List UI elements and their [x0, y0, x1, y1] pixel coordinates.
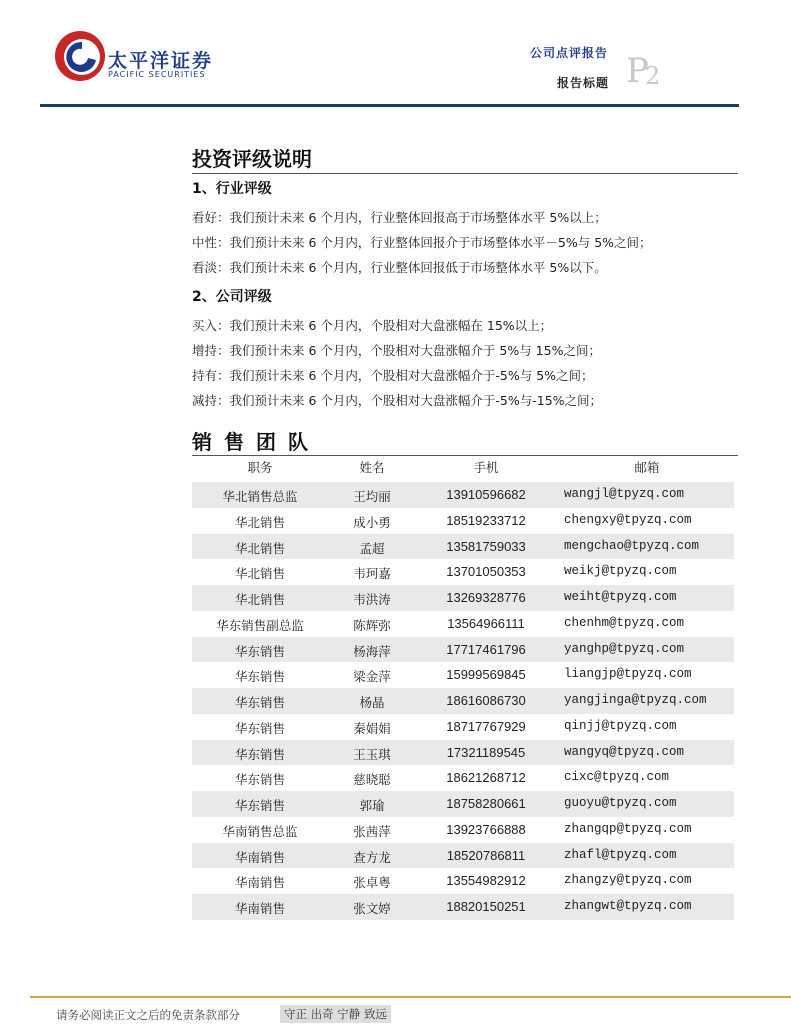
column-header-name: 姓名 — [359, 460, 385, 475]
cell-title: 华南销售 — [234, 901, 285, 916]
table-row — [192, 611, 734, 637]
cell-email: wangyq@tpyzq.com — [564, 744, 685, 759]
cell-name: 秦娟娟 — [353, 720, 391, 736]
footer-motto: 守正 出奇 宁静 致远 — [280, 1005, 391, 1023]
table-row — [192, 791, 734, 817]
cell-email: yangjinga@tpyzq.com — [564, 693, 707, 707]
cell-title: 华南销售总监 — [222, 823, 298, 839]
cell-phone: 18621268712 — [446, 770, 526, 786]
cell-name: 韦珂嘉 — [353, 566, 391, 582]
table-row — [192, 534, 734, 560]
company-rating-line: 买入：我们预计未来 6 个月内，个股相对大盘涨幅在 15%以上； — [192, 318, 553, 333]
cell-name: 韦洪涛 — [353, 592, 391, 607]
footer-disclaimer: 请务必阅读正文之后的免责条款部分 — [56, 1008, 240, 1022]
rating-section-title: 投资评级说明 — [192, 147, 312, 171]
table-row — [192, 637, 734, 663]
table-body — [192, 482, 734, 920]
cell-name: 孟超 — [359, 540, 385, 556]
cell-name: 张卓粤 — [353, 875, 391, 891]
cell-phone: 18820150251 — [446, 899, 526, 914]
cell-title: 华东销售副总监 — [216, 617, 304, 633]
cell-email: wangjl@tpyzq.com — [564, 487, 685, 501]
cell-phone: 18519233712 — [446, 512, 526, 528]
table-row — [192, 559, 734, 585]
cell-phone: 13554982912 — [446, 873, 526, 889]
footer-divider — [30, 996, 791, 998]
cell-phone: 18758280661 — [446, 796, 526, 811]
header-divider — [40, 104, 739, 107]
cell-name: 杨海萍 — [353, 643, 391, 659]
team-divider — [192, 455, 738, 456]
cell-email: guoyu@tpyzq.com — [564, 796, 677, 810]
cell-name: 陈辉弥 — [353, 617, 391, 633]
company-rating-line: 持有：我们预计未来 6 个月内，个股相对大盘涨幅介于-5%与 5%之间； — [192, 368, 594, 383]
cell-phone: 18520786811 — [446, 847, 526, 863]
page-number: 2 — [645, 62, 661, 90]
table-row — [192, 482, 734, 508]
table-row — [192, 894, 734, 920]
cell-title: 华东销售 — [234, 720, 285, 736]
table-row — [192, 868, 734, 894]
cell-name: 郭瑜 — [359, 798, 385, 813]
cell-title: 华东销售 — [234, 772, 285, 788]
cell-phone: 13910596682 — [446, 487, 526, 502]
cell-phone: 13564966111 — [447, 615, 525, 631]
table-row — [192, 765, 734, 791]
cell-title: 华南销售 — [234, 875, 285, 891]
table-row — [192, 585, 734, 611]
cell-email: weikj@tpyzq.com — [564, 564, 677, 579]
table-row — [192, 817, 734, 843]
cell-name: 查方龙 — [353, 849, 391, 865]
cell-phone: 13269328776 — [446, 590, 526, 605]
cell-title: 华南销售 — [234, 849, 285, 865]
cell-email: qinjj@tpyzq.com — [564, 718, 677, 733]
cell-title: 华北销售 — [234, 514, 285, 530]
cell-name: 杨晶 — [359, 695, 385, 710]
company-rating-line: 增持：我们预计未来 6 个月内，个股相对大盘涨幅介于 5%与 15%之间； — [192, 343, 601, 358]
company-rating-heading: 2、公司评级 — [192, 289, 272, 305]
cell-email: chengxy@tpyzq.com — [564, 512, 692, 527]
cell-title: 华北销售 — [234, 540, 285, 556]
cell-email: zhangzy@tpyzq.com — [564, 873, 692, 888]
cell-email: liangjp@tpyzq.com — [564, 667, 692, 682]
page-letter: P — [626, 51, 649, 91]
cell-name: 成小勇 — [353, 514, 391, 530]
industry-rating-line: 看淡：我们预计未来 6 个月内，行业整体回报低于市场整体水平 5%以下。 — [192, 260, 607, 275]
cell-title: 华东销售 — [234, 669, 285, 685]
cell-phone: 13701050353 — [446, 564, 526, 580]
cell-email: yanghp@tpyzq.com — [564, 641, 685, 656]
column-header-phone: 手机 — [473, 460, 499, 475]
table-row — [192, 662, 734, 688]
table-row — [192, 740, 734, 766]
cell-phone: 13581759033 — [446, 538, 526, 554]
sales-team-title: 销售团队 — [192, 430, 320, 454]
table-row — [192, 714, 734, 740]
cell-email: zhafl@tpyzq.com — [564, 847, 677, 862]
cell-email: cixc@tpyzq.com — [564, 770, 670, 785]
cell-title: 华东销售 — [234, 798, 285, 813]
industry-rating-heading: 1、行业评级 — [192, 181, 272, 197]
cell-name: 张文婷 — [353, 901, 391, 916]
table-row — [192, 688, 734, 714]
cell-phone: 18616086730 — [446, 693, 526, 708]
rating-divider — [192, 173, 738, 174]
cell-email: mengchao@tpyzq.com — [564, 538, 700, 553]
cell-email: zhangqp@tpyzq.com — [564, 821, 692, 836]
industry-rating-line: 看好：我们预计未来 6 个月内，行业整体回报高于市场整体水平 5%以上； — [192, 210, 607, 225]
cell-name: 张茜萍 — [353, 823, 391, 839]
company-rating-line: 减持：我们预计未来 6 个月内，个股相对大盘涨幅介于-5%与-15%之间； — [192, 393, 603, 408]
cell-email: weiht@tpyzq.com — [564, 590, 677, 604]
cell-title: 华北销售 — [234, 592, 285, 607]
cell-title: 华北销售总监 — [222, 489, 298, 504]
table-row — [192, 508, 734, 534]
column-header-email: 邮箱 — [634, 460, 660, 475]
cell-name: 王均丽 — [353, 489, 391, 504]
cell-title: 华东销售 — [234, 643, 285, 659]
brand-name-cn: 太平洋证券 — [108, 50, 214, 72]
cell-phone: 17321189545 — [446, 744, 526, 760]
brand-name-en: PACIFIC SECURITIES — [108, 70, 206, 79]
cell-title: 华东销售 — [234, 695, 285, 710]
cell-name: 梁金萍 — [353, 669, 391, 685]
cell-email: chenhm@tpyzq.com — [564, 615, 685, 630]
cell-phone: 17717461796 — [446, 641, 526, 657]
cell-phone: 13923766888 — [446, 821, 526, 837]
cell-name: 慈晓聪 — [353, 772, 391, 788]
cell-title: 华东销售 — [234, 746, 285, 762]
table-row — [192, 843, 734, 869]
column-header-title: 职务 — [247, 460, 273, 475]
company-logo — [52, 28, 108, 84]
cell-phone: 18717767929 — [446, 718, 526, 734]
report-type: 公司点评报告 — [530, 46, 609, 60]
report-title: 报告标题 — [557, 76, 610, 90]
industry-rating-line: 中性：我们预计未来 6 个月内，行业整体回报介于市场整体水平－5%与 5%之间； — [192, 235, 652, 250]
cell-email: zhangwt@tpyzq.com — [564, 899, 692, 913]
cell-name: 王玉琪 — [353, 746, 391, 762]
cell-title: 华北销售 — [234, 566, 285, 582]
cell-phone: 15999569845 — [446, 667, 526, 683]
